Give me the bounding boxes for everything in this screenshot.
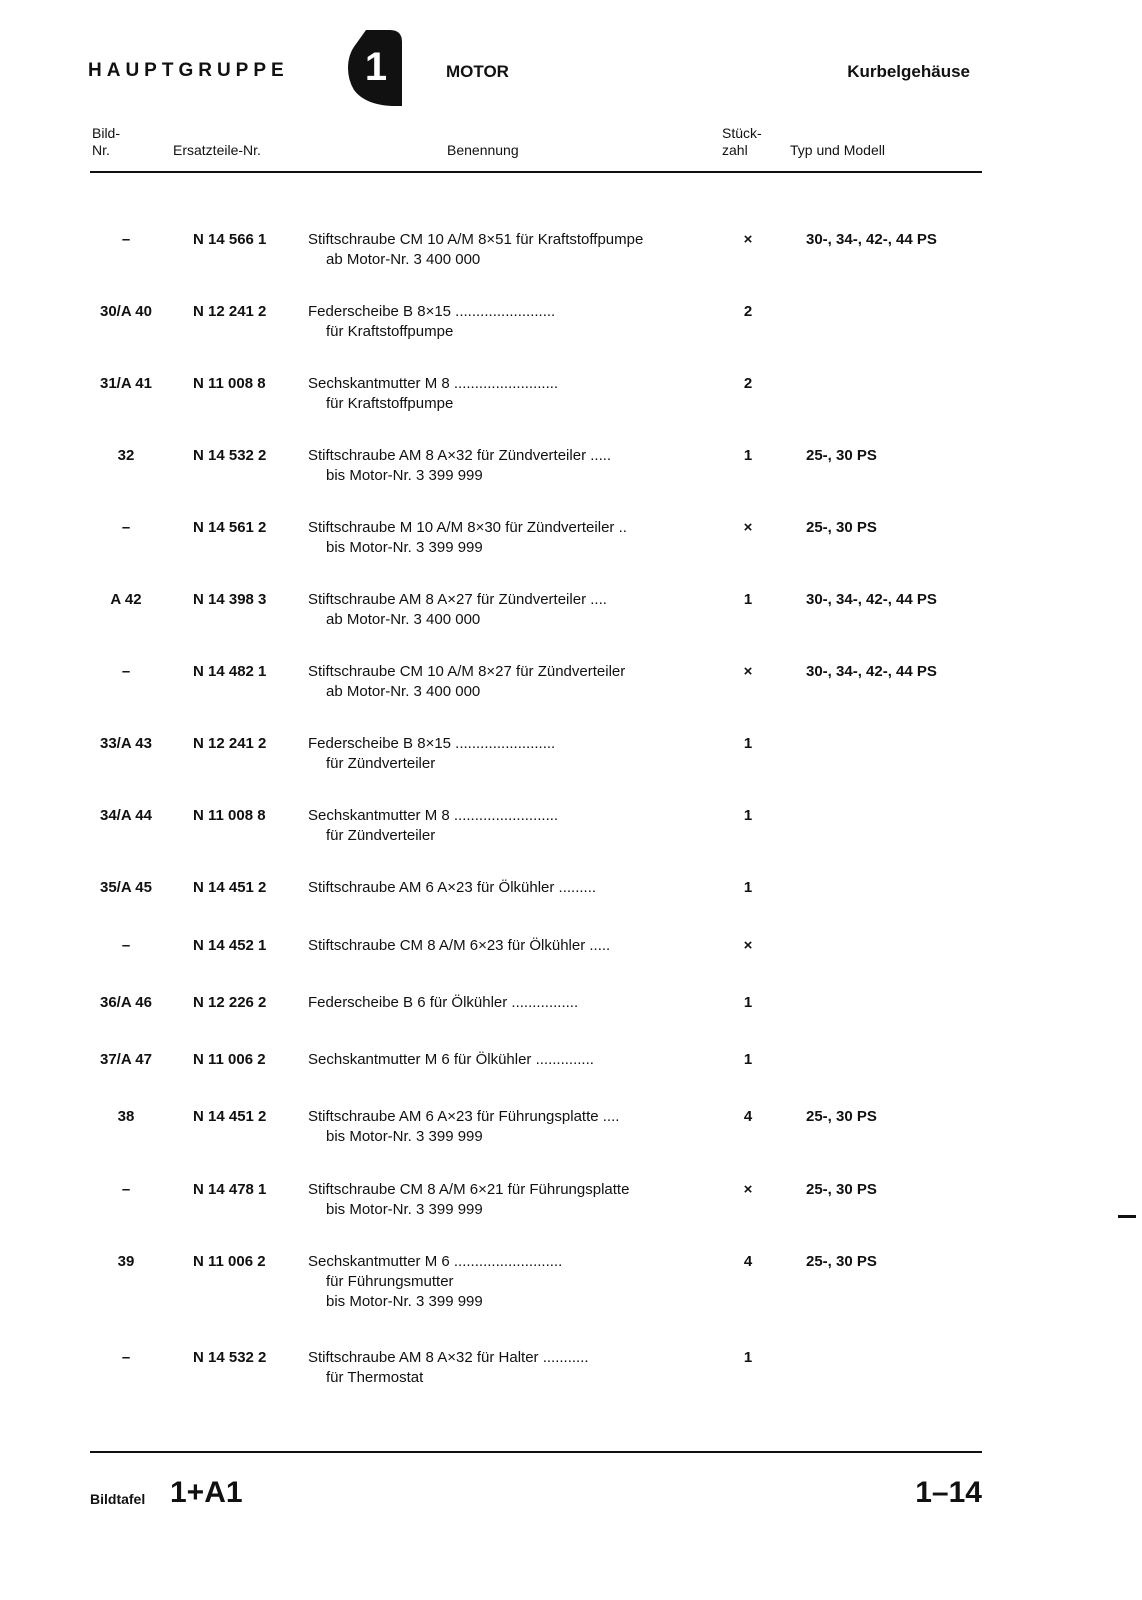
ersatzteile-nr: N 12 226 2 [193,994,267,1011]
column-header-bild-line1: Bild- [92,125,121,141]
column-header-stueckzahl [722,125,762,159]
typ-und-modell: 25-, 30 PS [806,447,877,464]
benennung [308,993,710,1013]
stueckzahl: × [743,663,753,680]
stueckzahl: × [743,937,753,954]
bild-nr: 33/A 43 [100,735,152,752]
benennung [308,1050,710,1070]
group-number: 1 [364,45,388,89]
typ-und-modell: 25-, 30 PS [806,1253,877,1270]
bild-nr: – [121,1181,131,1198]
benennung [308,1180,710,1220]
ersatzteile-nr: N 11 006 2 [193,1253,266,1270]
benennung-line: Stiftschraube AM 6 A×23 für Führungsplatte .... [308,1108,620,1125]
benennung [308,518,710,558]
stueckzahl: 1 [743,879,753,896]
column-header-benennung: Benennung [447,142,519,158]
benennung [308,1107,710,1147]
benennung [308,230,710,270]
benennung [308,734,710,774]
ersatzteile-nr: N 14 532 2 [193,447,267,464]
ersatzteile-nr: N 14 451 2 [193,879,267,896]
bildtafel-number: 1+A1 [170,1476,243,1509]
ersatzteile-nr: N 14 478 1 [193,1181,267,1198]
stueckzahl: 2 [743,303,753,320]
header-divider [90,171,982,173]
benennung-subline: für Führungsmutter [326,1273,454,1290]
benennung-subline: bis Motor-Nr. 3 399 999 [326,1293,483,1310]
margin-mark [1118,1215,1136,1218]
bild-nr: – [121,937,131,954]
stueckzahl: 2 [743,375,753,392]
page-number: 1–14 [915,1476,982,1509]
typ-und-modell: 30-, 34-, 42-, 44 PS [806,231,937,248]
benennung-subline: für Zündverteiler [326,755,436,772]
benennung-line: Stiftschraube AM 8 A×32 für Halter ........... [308,1349,589,1366]
typ-und-modell: 30-, 34-, 42-, 44 PS [806,591,937,608]
stueckzahl: 1 [743,591,753,608]
benennung-line: Sechskantmutter M 8 ......................... [308,807,559,824]
bild-nr: 39 [117,1253,135,1270]
ersatzteile-nr: N 14 566 1 [193,231,267,248]
benennung-line: Stiftschraube M 10 A/M 8×30 für Zündverteiler .. [308,519,627,536]
stueckzahl: 1 [743,735,753,752]
ersatzteile-nr: N 14 398 3 [193,591,267,608]
benennung-subline: für Zündverteiler [326,827,436,844]
benennung [308,936,710,956]
section-title: Kurbelgehäuse [847,62,970,81]
typ-und-modell: 30-, 34-, 42-, 44 PS [806,663,937,680]
benennung-line: Stiftschraube AM 6 A×23 für Ölkühler ......... [308,879,597,896]
ersatzteile-nr: N 14 452 1 [193,937,267,954]
group-name: MOTOR [446,62,509,81]
column-header-typ: Typ und Modell [790,142,885,158]
benennung-subline: für Thermostat [326,1369,424,1386]
ersatzteile-nr: N 12 241 2 [193,303,267,320]
bild-nr: 30/A 40 [100,303,152,320]
benennung-subline: ab Motor-Nr. 3 400 000 [326,251,481,268]
ersatzteile-nr: N 14 561 2 [193,519,267,536]
column-header-bild-line2: Nr. [92,142,110,158]
benennung-subline: bis Motor-Nr. 3 399 999 [326,1201,483,1218]
bild-nr: 35/A 45 [100,879,152,896]
ersatzteile-nr: N 12 241 2 [193,735,267,752]
ersatzteile-nr: N 11 008 8 [193,807,266,824]
bild-nr: A 42 [110,591,142,608]
benennung-line: Federscheibe B 8×15 ........................ [308,735,556,752]
ersatzteile-nr: N 11 006 2 [193,1051,266,1068]
group-title: HAUPTGRUPPE [88,60,289,81]
typ-und-modell: 25-, 30 PS [806,1108,877,1125]
stueckzahl: × [743,519,753,536]
benennung [308,662,710,702]
stueckzahl: 1 [743,447,753,464]
stueckzahl: 4 [743,1253,753,1270]
stueckzahl: 4 [743,1108,753,1125]
benennung-line: Sechskantmutter M 6 für Ölkühler .............. [308,1051,594,1068]
stueckzahl: 1 [743,994,753,1011]
ersatzteile-nr: N 14 532 2 [193,1349,267,1366]
benennung-line: Stiftschraube CM 10 A/M 8×51 für Kraftstoffpumpe [308,231,644,248]
bild-nr: – [121,663,131,680]
benennung-line: Stiftschraube CM 8 A/M 6×23 für Ölkühler ..... [308,937,611,954]
typ-und-modell: 25-, 30 PS [806,519,877,536]
benennung-line: Stiftschraube CM 8 A/M 6×21 für Führungsplatte [308,1181,630,1198]
column-header-ersatzteile: Ersatzteile-Nr. [173,142,261,158]
benennung-subline: ab Motor-Nr. 3 400 000 [326,611,481,628]
bild-nr: 31/A 41 [100,375,152,392]
benennung-subline: bis Motor-Nr. 3 399 999 [326,539,483,556]
benennung [308,806,710,846]
bildtafel-label: Bildtafel [90,1491,146,1507]
stueckzahl: 1 [743,807,753,824]
benennung-line: Stiftschraube CM 10 A/M 8×27 für Zündverteiler [308,663,626,680]
stueckzahl: 1 [743,1051,753,1068]
benennung-line: Sechskantmutter M 6 .......................... [308,1253,563,1270]
footer-divider [90,1451,982,1453]
benennung-line: Federscheibe B 6 für Ölkühler ................ [308,994,579,1011]
stueckzahl: × [743,231,753,248]
typ-und-modell: 25-, 30 PS [806,1181,877,1198]
bild-nr: – [121,519,131,536]
bild-nr: 32 [117,447,135,464]
ersatzteile-nr: N 11 008 8 [193,375,266,392]
ersatzteile-nr: N 14 482 1 [193,663,267,680]
benennung-line: Federscheibe B 8×15 ........................ [308,303,556,320]
benennung [308,374,710,414]
benennung-subline: für Kraftstoffpumpe [326,323,454,340]
bild-nr: 34/A 44 [100,807,152,824]
benennung-line: Stiftschraube AM 8 A×32 für Zündverteiler ..... [308,447,612,464]
column-header-bild [92,125,120,159]
bild-nr: – [121,1349,131,1366]
bild-nr: 37/A 47 [100,1051,152,1068]
column-header-stueck-line1: Stück- [722,125,762,141]
column-header-stueck-line2: zahl [722,142,748,158]
ersatzteile-nr: N 14 451 2 [193,1108,267,1125]
benennung [308,878,710,898]
benennung-subline: ab Motor-Nr. 3 400 000 [326,683,481,700]
benennung [308,590,710,630]
stueckzahl: 1 [743,1349,753,1366]
benennung-line: Sechskantmutter M 8 ......................... [308,375,559,392]
benennung-line: Stiftschraube AM 8 A×27 für Zündverteiler .... [308,591,607,608]
benennung [308,446,710,486]
benennung-subline: bis Motor-Nr. 3 399 999 [326,467,483,484]
bild-nr: 38 [117,1108,135,1125]
bild-nr: 36/A 46 [100,994,152,1011]
benennung [308,1252,710,1312]
benennung-subline: bis Motor-Nr. 3 399 999 [326,1128,483,1145]
stueckzahl: × [743,1181,753,1198]
group-number-badge [346,28,406,108]
benennung [308,302,710,342]
benennung [308,1348,710,1388]
benennung-subline: für Kraftstoffpumpe [326,395,454,412]
bild-nr: – [121,231,131,248]
